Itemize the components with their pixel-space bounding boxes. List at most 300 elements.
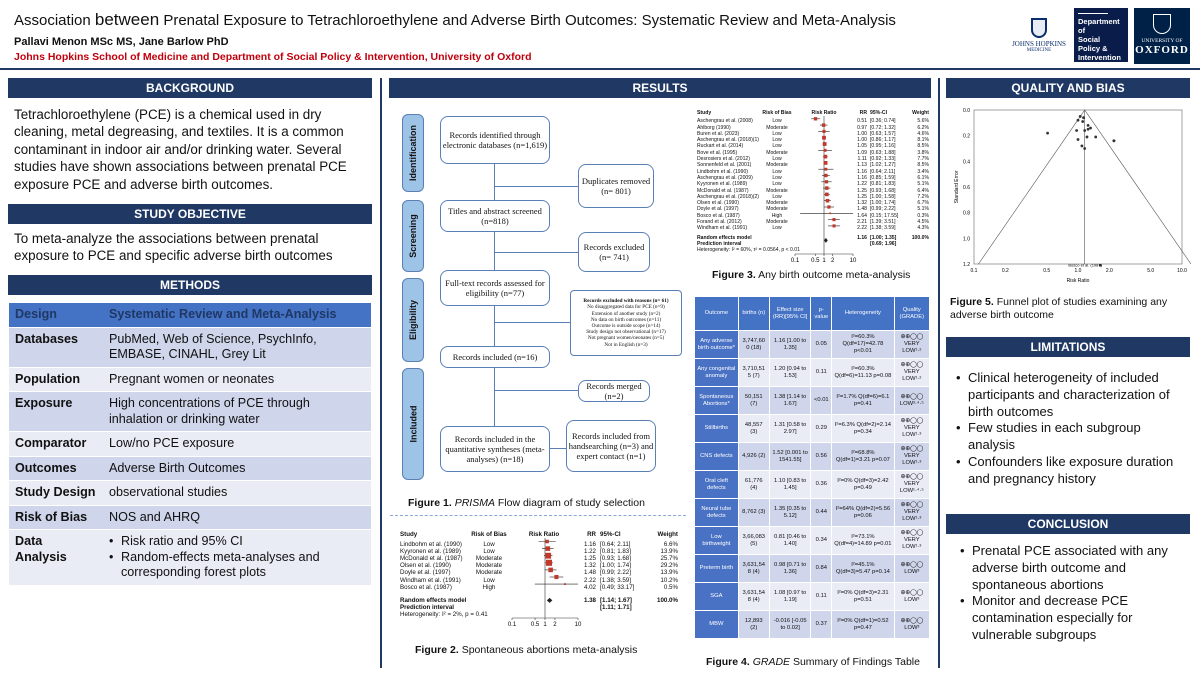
funnel-point [1113, 139, 1116, 142]
grade-outcome: CNS defects [695, 443, 739, 471]
effect-marker [814, 117, 817, 120]
forest-row: McDonald et al. (1987) Moderate 1.25 [0.93; 1.68] 25.7% [400, 555, 678, 563]
grade-quality [894, 359, 929, 387]
effect-marker [825, 193, 829, 197]
forest-row: Aschengrau et al. (2018)(2) Low 1.25 [1.00; 1.58] 7.2% [697, 193, 929, 200]
grade-cell: 1.08 [0.97 to 1.19] [769, 583, 811, 611]
prisma-excluded-box: Records excluded (n= 741) [578, 232, 650, 272]
prisma-merged-box: Records merged (n=2) [578, 380, 650, 402]
effect-marker [833, 224, 836, 227]
background-text: Tetrachloroethylene (PCE) is a chemical used in dry cleaning, metal degreasing, and textiles. It is a common contaminant in indoor air and/or drinking water. Several studies have shown associations between prenatal PCE exposure PCE and adverse birth outcomes. [14, 107, 347, 192]
effect-marker [825, 180, 828, 183]
grade-cell: 0.34 [811, 527, 832, 555]
forest-row: Aschengrau et al. (2018)(1) Low 1.00 [0.86; 1.17] 8.1% [697, 137, 929, 144]
grade-cell: 12,893 (2) [738, 611, 769, 639]
dept-logo-line: Intervention [1078, 53, 1121, 62]
limitation-item: • Clinical heterogeneity of included participants and characterization of birth outcomes [956, 370, 1188, 420]
grade-cell: 1.16 [1.00 to 1.35] [769, 331, 811, 359]
grade-cell: 8,762 (3) [738, 499, 769, 527]
forest-pooled: Random effects model 1.38 [1.14; 1.67] 100.0% [400, 596, 678, 604]
forest-row: Windham et al. (1991) Low 2.22 [1.38; 3.59] 4.3% [697, 225, 929, 232]
results-heading: RESULTS [389, 78, 931, 98]
tick-label: 2 [553, 622, 557, 628]
methods-key: Comparator [9, 432, 103, 457]
dept-logo [1074, 8, 1128, 62]
forest-pooled: Random effects model 1.16 [1.00; 1.35] 100.0% [697, 234, 929, 241]
effect-marker [824, 168, 827, 171]
grade-cell: I²=0% Q(df=1)=0.52 p=0.47 [832, 611, 894, 639]
methods-row [9, 456, 371, 481]
oxford-logo: UNIVERSITY OF OXFORD [1134, 8, 1190, 64]
analysis-item: • Risk ratio and 95% CI [109, 534, 365, 550]
forest-row: Ahlborg (1990) Moderate 0.97 [0.72; 1.32] 6.2% [697, 124, 929, 131]
column-divider [380, 78, 382, 668]
grade-cell: 3,747,60 0 (18) [738, 331, 769, 359]
x-tick-label: 0.5 [1043, 268, 1051, 274]
prisma-arrow [494, 306, 495, 346]
forest-heterogeneity: Heterogeneity: I² = 2%, p = 0.41 [400, 610, 488, 618]
exclusion-reason: Not in English (n=3) [604, 341, 648, 348]
forest-pi: Prediction interval [1.11; 1.71] [400, 603, 632, 611]
grade-row [695, 611, 930, 639]
pooled-diamond [547, 598, 552, 603]
grade-cell: I²=60.3% Q(df=6)=11.13 p=0.08 [832, 359, 894, 387]
grade-outcome: Stillbirths [695, 415, 739, 443]
figure-4-caption: Figure 4. GRADE Summary of Findings Table [706, 656, 920, 668]
x-tick-label: 1.0 [1074, 268, 1082, 274]
grade-row [695, 331, 930, 359]
x-tick-label: 2.0 [1105, 268, 1113, 274]
prisma-duplicates-box: Duplicates removed (n= 801) [578, 164, 654, 208]
grade-cell: 0.98 [0.71 to 1.36] [769, 555, 811, 583]
grade-row [695, 555, 930, 583]
figure-3-caption: Figure 3. Any birth outcome meta-analysis [712, 269, 911, 281]
effect-marker [545, 540, 549, 544]
exclusion-reason: No data on birth outcomes (n=11) [590, 316, 662, 323]
grade-level: LOW³ [904, 624, 920, 631]
tick-label: 0.5 [530, 622, 540, 628]
effect-marker [546, 546, 551, 551]
grade-row [695, 583, 930, 611]
forest-plot-fig3-marks [790, 116, 857, 264]
x-axis-label: Risk Ratio [1066, 278, 1090, 284]
grade-symbol: ⊕⊕◯◯ [900, 617, 924, 624]
figure-2-caption: Figure 2. Spontaneous abortions meta-analysis [415, 644, 638, 656]
effect-marker [832, 218, 835, 221]
grade-outcome: Any congenital anomaly [695, 359, 739, 387]
methods-key: Outcomes [9, 456, 103, 481]
effect-marker [826, 199, 830, 203]
prisma-hand-box: Records included from handsearching (n=3) and expert contact (n=1) [566, 420, 656, 472]
grade-cell: 0.36 [811, 471, 832, 499]
methods-value: Low/no PCE exposure [103, 432, 371, 457]
johns-hopkins-logo: JOHNS HOPKINS MEDICINE [1010, 18, 1068, 62]
prisma-arrow [494, 390, 578, 391]
tick-label: 10 [849, 258, 857, 264]
tick-label: 10 [574, 622, 582, 628]
forest-plot-fig2-marks [507, 538, 582, 628]
forest-row: Bosco et al. (1987) High 1.64 [0.15; 17.55] 0.3% [697, 212, 929, 219]
grade-cell: 4,926 (2) [738, 443, 769, 471]
y-tick-label: 1.2 [963, 262, 970, 268]
grade-level: LOW³ [904, 568, 920, 575]
grade-cell: I²=68.8% Q(df=1)=3.21 p=0.07 [832, 443, 894, 471]
effect-marker [548, 568, 553, 573]
funnel-point [1079, 115, 1082, 118]
tick-label: 1 [822, 258, 826, 264]
forest-row: Windham et al. (1991) Low 2.22 [1.38; 3.59] 10.2% [400, 576, 678, 584]
institution: Johns Hopkins School of Medicine and Department of Social Policy & Intervention, University of Oxford [14, 51, 532, 63]
funnel-point [1086, 136, 1089, 139]
methods-row [9, 327, 371, 367]
quality-heading: QUALITY AND BIAS [946, 78, 1190, 98]
methods-table [9, 303, 371, 586]
methods-value: High concentrations of PCE through inhalation or drinking water [103, 392, 371, 432]
y-axis-label: Standard Error [954, 170, 960, 204]
methods-value [103, 530, 371, 586]
grade-quality [894, 471, 929, 499]
methods-row [9, 505, 371, 530]
grade-level: LOW³·⁴·⁵ [899, 400, 924, 407]
grade-cell: I²=0% Q(df=3)=2.42 p=0.49 [832, 471, 894, 499]
prisma-arrow [494, 164, 495, 200]
grade-quality [894, 527, 929, 555]
grade-cell: 3,66,083 (5) [738, 527, 769, 555]
methods-row [9, 481, 371, 506]
prisma-stage: Identification [402, 114, 424, 192]
grade-level: VERY LOW¹·⁴·⁵ [899, 481, 924, 494]
methods-heading: METHODS [8, 275, 372, 295]
y-tick-label: 0.2 [963, 133, 970, 140]
conclusion-item: • Monitor and decrease PCE contamination especially for vulnerable subgroups [960, 593, 1188, 643]
methods-key: Exposure [9, 392, 103, 432]
tick-label: 0.1 [790, 258, 800, 264]
grade-cell: I²=73.1% Q(df=4)=14.89 p=0.01 [832, 527, 894, 555]
grade-cell: 0.11 [811, 359, 832, 387]
grade-cell: 1.20 [0.94 to 1.53] [769, 359, 811, 387]
grade-symbol: ⊕⊕◯◯ [900, 418, 924, 424]
funnel-point [1077, 119, 1080, 122]
analysis-item: • Random-effects meta-analyses and corresponding forest plots [109, 550, 365, 581]
forest-row: Sonnenfeld et al. (2001) Moderate 1.13 [1.02; 1.27] 8.5% [697, 162, 929, 169]
tick-label: 0.5 [811, 258, 820, 264]
forest-row: Olsen et al. (1990) Moderate 1.32 [1.00; 1.74] 6.7% [697, 200, 929, 207]
forest-row: Doyle et al. (1997) Moderate 1.48 [0.99; 2.22] 5.1% [697, 206, 929, 213]
grade-cell: I²=60.3% Q(df=17)=42.78 p<0.01 [832, 331, 894, 359]
forest-row: Kyyronen et al. (1989) Low 1.22 [0.81; 1.83] 13.9% [400, 548, 678, 556]
funnel-point [1083, 147, 1086, 150]
prisma-quant-box: Records included in the quantitative syntheses (meta-analyses) (n=18) [440, 426, 550, 472]
grade-outcome: SGA [695, 583, 739, 611]
effect-marker [824, 149, 827, 152]
grade-row [695, 387, 930, 415]
grade-symbol: ⊕⊕◯◯ [900, 502, 924, 508]
forest-pi: Prediction interval [0.69; 1.96] [697, 240, 897, 247]
grade-level: LOW³ [904, 596, 920, 603]
grade-symbol: ⊕⊕◯◯ [900, 362, 924, 368]
methods-value: Pregnant women or neonates [103, 367, 371, 392]
methods-key: Risk of Bias [9, 505, 103, 530]
effect-marker [554, 575, 558, 579]
grade-level: VERY LOW¹·² [902, 341, 922, 354]
funnel-point [1081, 120, 1084, 123]
figure-5-caption: Figure 5. Funnel plot of studies examining any adverse birth outcome [950, 296, 1168, 321]
forest-row: Desrosiers et al. (2012) Low 1.11 [0.92; 1.33] 7.7% [697, 156, 929, 163]
x-tick-label: 5.0 [1147, 268, 1155, 274]
background-heading: BACKGROUND [8, 78, 372, 98]
grade-symbol: ⊕⊕◯◯ [900, 561, 924, 568]
dept-logo-line: Department of [1078, 17, 1120, 35]
grade-quality [894, 415, 929, 443]
poster-title: Association between Prenatal Exposure to Tetrachloroethylene and Adverse Birth Outcomes: Systematic Review and Meta-Analysis [14, 10, 896, 29]
grade-cell: -0.016 [-0.05 to 0.02] [769, 611, 811, 639]
funnel-point [1094, 136, 1097, 139]
grade-row [695, 359, 930, 387]
prisma-arrow [494, 322, 570, 323]
grade-symbol: ⊕⊕◯◯ [900, 530, 924, 536]
forest-row: Bosco et al. (1987) High 4.02 [0.49; 33.17] 0.5% [400, 583, 678, 591]
grade-row [695, 527, 930, 555]
grade-cell: 1.31 [0.58 to 2.97] [769, 415, 811, 443]
forest-header: Study Risk of Bias Risk Ratio RR 95%-CI Weight [400, 531, 678, 538]
grade-symbol: ⊕⊕◯◯ [900, 446, 924, 452]
grade-cell: I²=1.7% Q(df=6)=6.1 p=0.41 [832, 387, 894, 415]
grade-quality [894, 443, 929, 471]
dept-logo-line: Social Policy & [1078, 35, 1108, 53]
forest-row: Ruckart et al. (2014) Low 1.05 [0.95; 1.16] 8.5% [697, 143, 929, 150]
methods-row [9, 367, 371, 392]
effect-marker [564, 583, 566, 585]
grade-table [694, 296, 930, 639]
grade-cell: 0.11 [811, 583, 832, 611]
grade-cell: 3,631,54 8 (4) [738, 583, 769, 611]
grade-quality [894, 387, 929, 415]
prisma-diagram [398, 110, 682, 510]
column-divider [938, 78, 940, 668]
prisma-stage: Eligibility [402, 278, 424, 362]
grade-cell: 3,631,54 8 (4) [738, 555, 769, 583]
grade-cell: 48,557 (3) [738, 415, 769, 443]
exclusion-reason: Study design not observational (n=17) [586, 329, 666, 336]
forest-row: Doyle et al. (1997) Moderate 1.48 [0.99; 2.22] 13.9% [400, 569, 678, 577]
limitation-item: • Few studies in each subgroup analysis [956, 420, 1188, 454]
analysis-list [109, 534, 365, 581]
grade-row [695, 471, 930, 499]
effect-marker [825, 186, 828, 189]
funnel-point [1089, 127, 1092, 130]
exclusion-reason: Outcome is outside scope (n=14) [591, 323, 661, 329]
grade-cell: 61,776 (4) [738, 471, 769, 499]
grade-cell: I²=64% Q(df=2)=5.56 p=0.06 [832, 499, 894, 527]
objective-text: To meta-analyze the associations between prenatal exposure to PCE and specific adverse birth outcomes [14, 231, 333, 264]
forest-row: Aschengrau et al. (2008) Low 0.51 [0.36; 0.74] 5.6% [697, 118, 929, 125]
methods-row [9, 530, 371, 586]
conclusion-list [960, 543, 1188, 644]
grade-symbol: ⊕⊕◯◯ [900, 589, 924, 596]
prisma-screened-box: Titles and abstract screened (n=818) [440, 200, 550, 232]
grade-cell: 3,710,51 5 (7) [738, 359, 769, 387]
prisma-identified-box: Records identified through electronic databases (n=1,619) [440, 116, 550, 164]
forest-row: Bove et al. (1995) Moderate 1.09 [0.63; 1.88] 3.8% [697, 149, 929, 156]
grade-quality [894, 583, 929, 611]
prisma-fulltext-box: Full-text records assessed for eligibility (n=77) [440, 270, 550, 306]
methods-key: Databases [9, 327, 103, 367]
forest-row: Forand et al. (2012) Moderate 2.21 [1.39; 3.51] 4.5% [697, 219, 929, 226]
effect-marker [823, 142, 827, 146]
methods-value: NOS and AHRQ [103, 505, 371, 530]
funnel-point [1077, 138, 1080, 141]
grade-outcome: Spontaneous Abortions* [695, 387, 739, 415]
grade-outcome: Any adverse birth outcome* [695, 331, 739, 359]
grade-outcome: Low birthweight [695, 527, 739, 555]
grade-header-row: Outcome births (n) Effect size (RR)[95% CI] p-value Heterogeneity Quality (GRADE) [695, 297, 930, 331]
grade-quality [894, 499, 929, 527]
y-tick-label: 0.0 [963, 108, 970, 114]
forest-heterogeneity: Heterogeneity: I² = 60%, τ² = 0.0564, p < 0.01 [697, 247, 800, 254]
grade-outcome: Neural tube defects [695, 499, 739, 527]
effect-marker [822, 136, 826, 140]
exclusion-reason: Not pregnant women/neonates (n=5) [587, 335, 665, 342]
grade-cell: 1.10 [0.83 to 1.45] [769, 471, 811, 499]
grade-quality [894, 555, 929, 583]
objective-heading: STUDY OBJECTIVE [8, 204, 372, 224]
prisma-reasons-box: Records excluded with reasons (n= 61) No disaggregated data for PCE (n=9) Extension of another study (n=2) No data on birth outcomes (n=11) Outcome is outside scope (n=14) Study design not observational (n=17) Not pregnant women/neonates (n=5) Not in English (n=3) [570, 290, 682, 356]
grade-symbol: ⊕⊕◯◯ [900, 393, 924, 400]
tick-label: 0.1 [507, 622, 517, 628]
methods-value: Adverse Birth Outcomes [103, 456, 371, 481]
effect-marker [822, 130, 825, 133]
grade-cell: 1.35 [0.35 to 5.12] [769, 499, 811, 527]
effect-marker [829, 212, 831, 214]
authors: Pallavi Menon MSc MS, Jane Barlow PhD [14, 36, 229, 48]
forest-row: Buren et al. (2023) Low 1.00 [0.63; 1.57] 4.6% [697, 130, 929, 137]
funnel-point [1075, 129, 1078, 132]
limitations-heading: LIMITATIONS [946, 337, 1190, 357]
outlier-label: Bosco et al. (1987) [1068, 262, 1102, 268]
prisma-arrow [494, 368, 495, 426]
funnel-point [1082, 116, 1085, 119]
forest-row: Kyyronen et al. (1989) Low 1.22 [0.81; 1.83] 5.1% [697, 181, 929, 188]
methods-row [9, 392, 371, 432]
grade-cell: 0.81 [0.46 to 1.40] [769, 527, 811, 555]
effect-marker [822, 123, 825, 126]
prisma-arrow [550, 448, 566, 449]
grade-symbol: ⊕⊕◯◯ [900, 334, 924, 340]
grade-quality [894, 611, 929, 639]
prisma-stage: Included [402, 368, 424, 480]
pooled-diamond [824, 238, 828, 243]
tick-label: 2 [831, 258, 835, 264]
effect-marker [827, 205, 830, 208]
effect-marker [545, 553, 551, 559]
grade-level: VERY LOW¹·³ [902, 537, 922, 550]
tick-label: 1 [543, 622, 547, 628]
conclusion-heading: CONCLUSION [946, 514, 1190, 534]
grade-level: VERY LOW¹·³ [902, 425, 922, 438]
funnel-point [1080, 145, 1083, 148]
prisma-arrow [494, 232, 495, 270]
grade-cell: 0.37 [811, 611, 832, 639]
effect-marker [824, 174, 827, 177]
forest-row: Olsen et al. (1990) Moderate 1.32 [1.00; 1.74] 29.2% [400, 562, 678, 570]
x-tick-label: 10.0 [1177, 268, 1187, 274]
prisma-arrow [494, 186, 578, 187]
funnel-point [1046, 132, 1049, 135]
funnel-point [1087, 124, 1090, 127]
exclusion-reason: No disaggregated data for PCE (n=9) [587, 304, 665, 311]
x-tick-label: 0.1 [970, 268, 978, 274]
methods-key: Data Analysis [9, 530, 103, 586]
grade-cell: <0.01 [811, 387, 832, 415]
grade-level: VERY LOW¹·² [902, 369, 922, 382]
effect-marker [823, 155, 827, 159]
methods-value: PubMed, Web of Science, PsychInfo, EMBASE, CINAHL, Grey Lit [103, 327, 371, 367]
grade-row [695, 443, 930, 471]
forest-row: Aschengrau et al. (2009) Low 1.16 [0.85; 1.59] 6.1% [697, 174, 929, 181]
header-divider [0, 68, 1200, 70]
methods-header-row: Design Systematic Review and Meta-Analysis [9, 303, 371, 327]
grade-level: VERY LOW¹·³ [902, 453, 922, 466]
prisma-stage: Screening [402, 200, 424, 272]
forest-row: Lindbohm et al. (1990) Low 1.16 [0.64; 2.11] 3.4% [697, 168, 929, 175]
grade-cell: 0.56 [811, 443, 832, 471]
limitations-list [956, 370, 1188, 488]
limitation-item: • Confounders like exposure duration and pregnancy history [956, 454, 1188, 488]
effect-marker [824, 161, 828, 165]
exclusion-reason: Extension of another study (n=2) [591, 310, 661, 317]
grade-cell: 1.38 [1.14 to 1.67] [769, 387, 811, 415]
forest-row: McDonald et al. (1987) Moderate 1.25 [0.93; 1.68] 6.4% [697, 187, 929, 194]
conclusion-item: • Prenatal PCE associated with any adverse birth outcome and spontaneous abortions [960, 543, 1188, 593]
methods-row [9, 432, 371, 457]
grade-row [695, 415, 930, 443]
funnel-point [1087, 128, 1090, 131]
grade-outcome: Oral cleft defects [695, 471, 739, 499]
grade-level: VERY LOW¹·³ [902, 509, 922, 522]
grade-cell: I²=6.3% Q(df=2)=2.14 p=0.34 [832, 415, 894, 443]
grade-quality [894, 331, 929, 359]
funnel-point [1083, 129, 1086, 132]
shield-icon [1031, 18, 1047, 38]
plot-frame [974, 110, 1182, 264]
grade-cell: 1.52 [0.001 to 1541.55] [769, 443, 811, 471]
grade-outcome: MBW [695, 611, 739, 639]
y-tick-label: 0.6 [963, 185, 970, 191]
effect-marker [546, 560, 552, 566]
forest-header: Study Risk of Bias Risk Ratio RR 95%-CI Weight [697, 110, 929, 116]
grade-cell: 0.05 [811, 331, 832, 359]
methods-value: observational studies [103, 481, 371, 506]
grade-symbol: ⊕⊕◯◯ [900, 474, 924, 480]
y-tick-label: 0.4 [963, 159, 970, 166]
figure-divider [390, 515, 686, 516]
forest-row: Lindbohm et al. (1990) Low 1.16 [0.64; 2.11] 6.6% [400, 541, 678, 549]
prisma-included16-box: Records included (n=16) [440, 346, 550, 368]
y-tick-label: 1.0 [963, 236, 970, 243]
grade-cell: I²=0% Q(df=3)=2.31 p=0.51 [832, 583, 894, 611]
x-tick-label: 0.2 [1001, 268, 1009, 274]
grade-cell: 0.84 [811, 555, 832, 583]
grade-cell: 0.29 [811, 415, 832, 443]
grade-outcome: Preterm birth [695, 555, 739, 583]
y-tick-label: 0.8 [963, 210, 970, 217]
methods-key: Population [9, 367, 103, 392]
figure-1-caption: Figure 1. PRISMA Flow diagram of study selection [408, 497, 645, 509]
grade-cell: 50,151 (7) [738, 387, 769, 415]
grade-cell: I²=45.1% Q(df=3)=5.47 p=0.14 [832, 555, 894, 583]
methods-key: Study Design [9, 481, 103, 506]
crest-icon [1153, 14, 1171, 34]
